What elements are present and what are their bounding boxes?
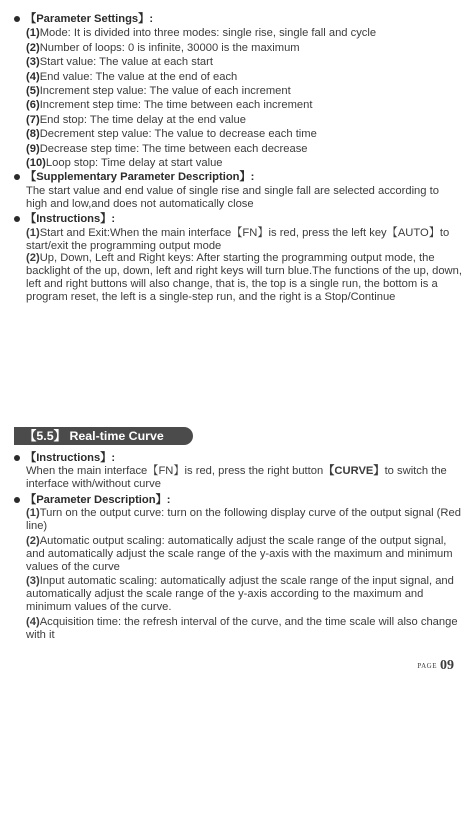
parameter-settings-section: [14, 12, 462, 304]
page-label: PAGE: [417, 662, 437, 670]
param-description-item: (2)Automatic output scaling: automatically adjust the scale range of the output signal, and automatically adjust the scale range of the y-axis with the maximum and minimum values of the curve: [26, 535, 453, 573]
param-description-item: (1)Turn on the output curve: turn on the following display curve of the output signal (Red line): [26, 507, 461, 533]
param-item: (8)Decrement step value: The value to decrease each time: [26, 128, 317, 141]
bullet-icon: [14, 16, 20, 22]
supplementary-heading: 【Supplementary Parameter Description】:: [14, 170, 462, 184]
param-item: (9)Decrease step time: The time between each decrease: [26, 142, 308, 155]
param-description-item: (4)Acquisition time: the refresh interval of the curve, and the time scale will also change with it: [26, 615, 458, 641]
param-description-heading: 【Parameter Description】:: [14, 493, 462, 507]
curve-instructions-heading: 【Instructions】:: [14, 451, 462, 465]
page-number: [417, 656, 454, 674]
section-banner: 【5.5】 Real-time Curve: [14, 427, 193, 445]
instruction-paragraph: (1)Start and Exit:When the main interface【FN】is red, press the left key【AUTO】to start/exit the programming output mode: [26, 226, 450, 252]
param-item: (7)End stop: The time delay at the end value: [26, 113, 246, 126]
bullet-icon: [14, 497, 20, 503]
param-item: (2)Number of loops: 0 is infinite, 30000 is the maximum: [26, 41, 300, 54]
bullet-icon: [14, 174, 20, 180]
param-item: (5)Increment step value: The value of each increment: [26, 85, 291, 98]
param-item: (4)End value: The value at the end of each: [26, 70, 238, 83]
param-item: (1)Mode: It is divided into three modes: single rise, single fall and cycle: [26, 27, 377, 40]
instruction-paragraph: (2)Up, Down, Left and Right keys: After starting the programming output mode, the backlight of the up, down, left and right keys will turn blue.The functions of the up, down, left and right buttons will also change, that is, the top is a single run, the bottom is a program reset, the left is a single-step run, and the right is a Stop/Continue: [26, 252, 462, 303]
param-item: (3)Start value: The value at each start: [26, 56, 213, 69]
supplementary-text: The start value and end value of single rise and single fall are selected according to high and low,and does not automatically close: [26, 184, 439, 210]
instructions-heading: 【Instructions】:: [14, 212, 462, 226]
page-number-value: 09: [440, 658, 454, 673]
realtime-curve-section: [14, 451, 462, 641]
param-description-item: (3)Input automatic scaling: automatically adjust the scale range of the input signal, and automatically adjust the scale range of the y-axis according to the maximum and minimum values of the curve.: [26, 575, 454, 613]
curve-instructions-text: When the main interface【FN】is red, press the right button【CURVE】to switch the interface with/without curve: [26, 465, 447, 491]
bullet-icon: [14, 216, 20, 222]
bullet-icon: [14, 455, 20, 461]
param-item: (10)Loop stop: Time delay at start value: [26, 157, 223, 170]
param-item: (6)Increment step time: The time between each increment: [26, 99, 313, 112]
parameter-settings-heading: 【Parameter Settings】:: [14, 12, 462, 26]
